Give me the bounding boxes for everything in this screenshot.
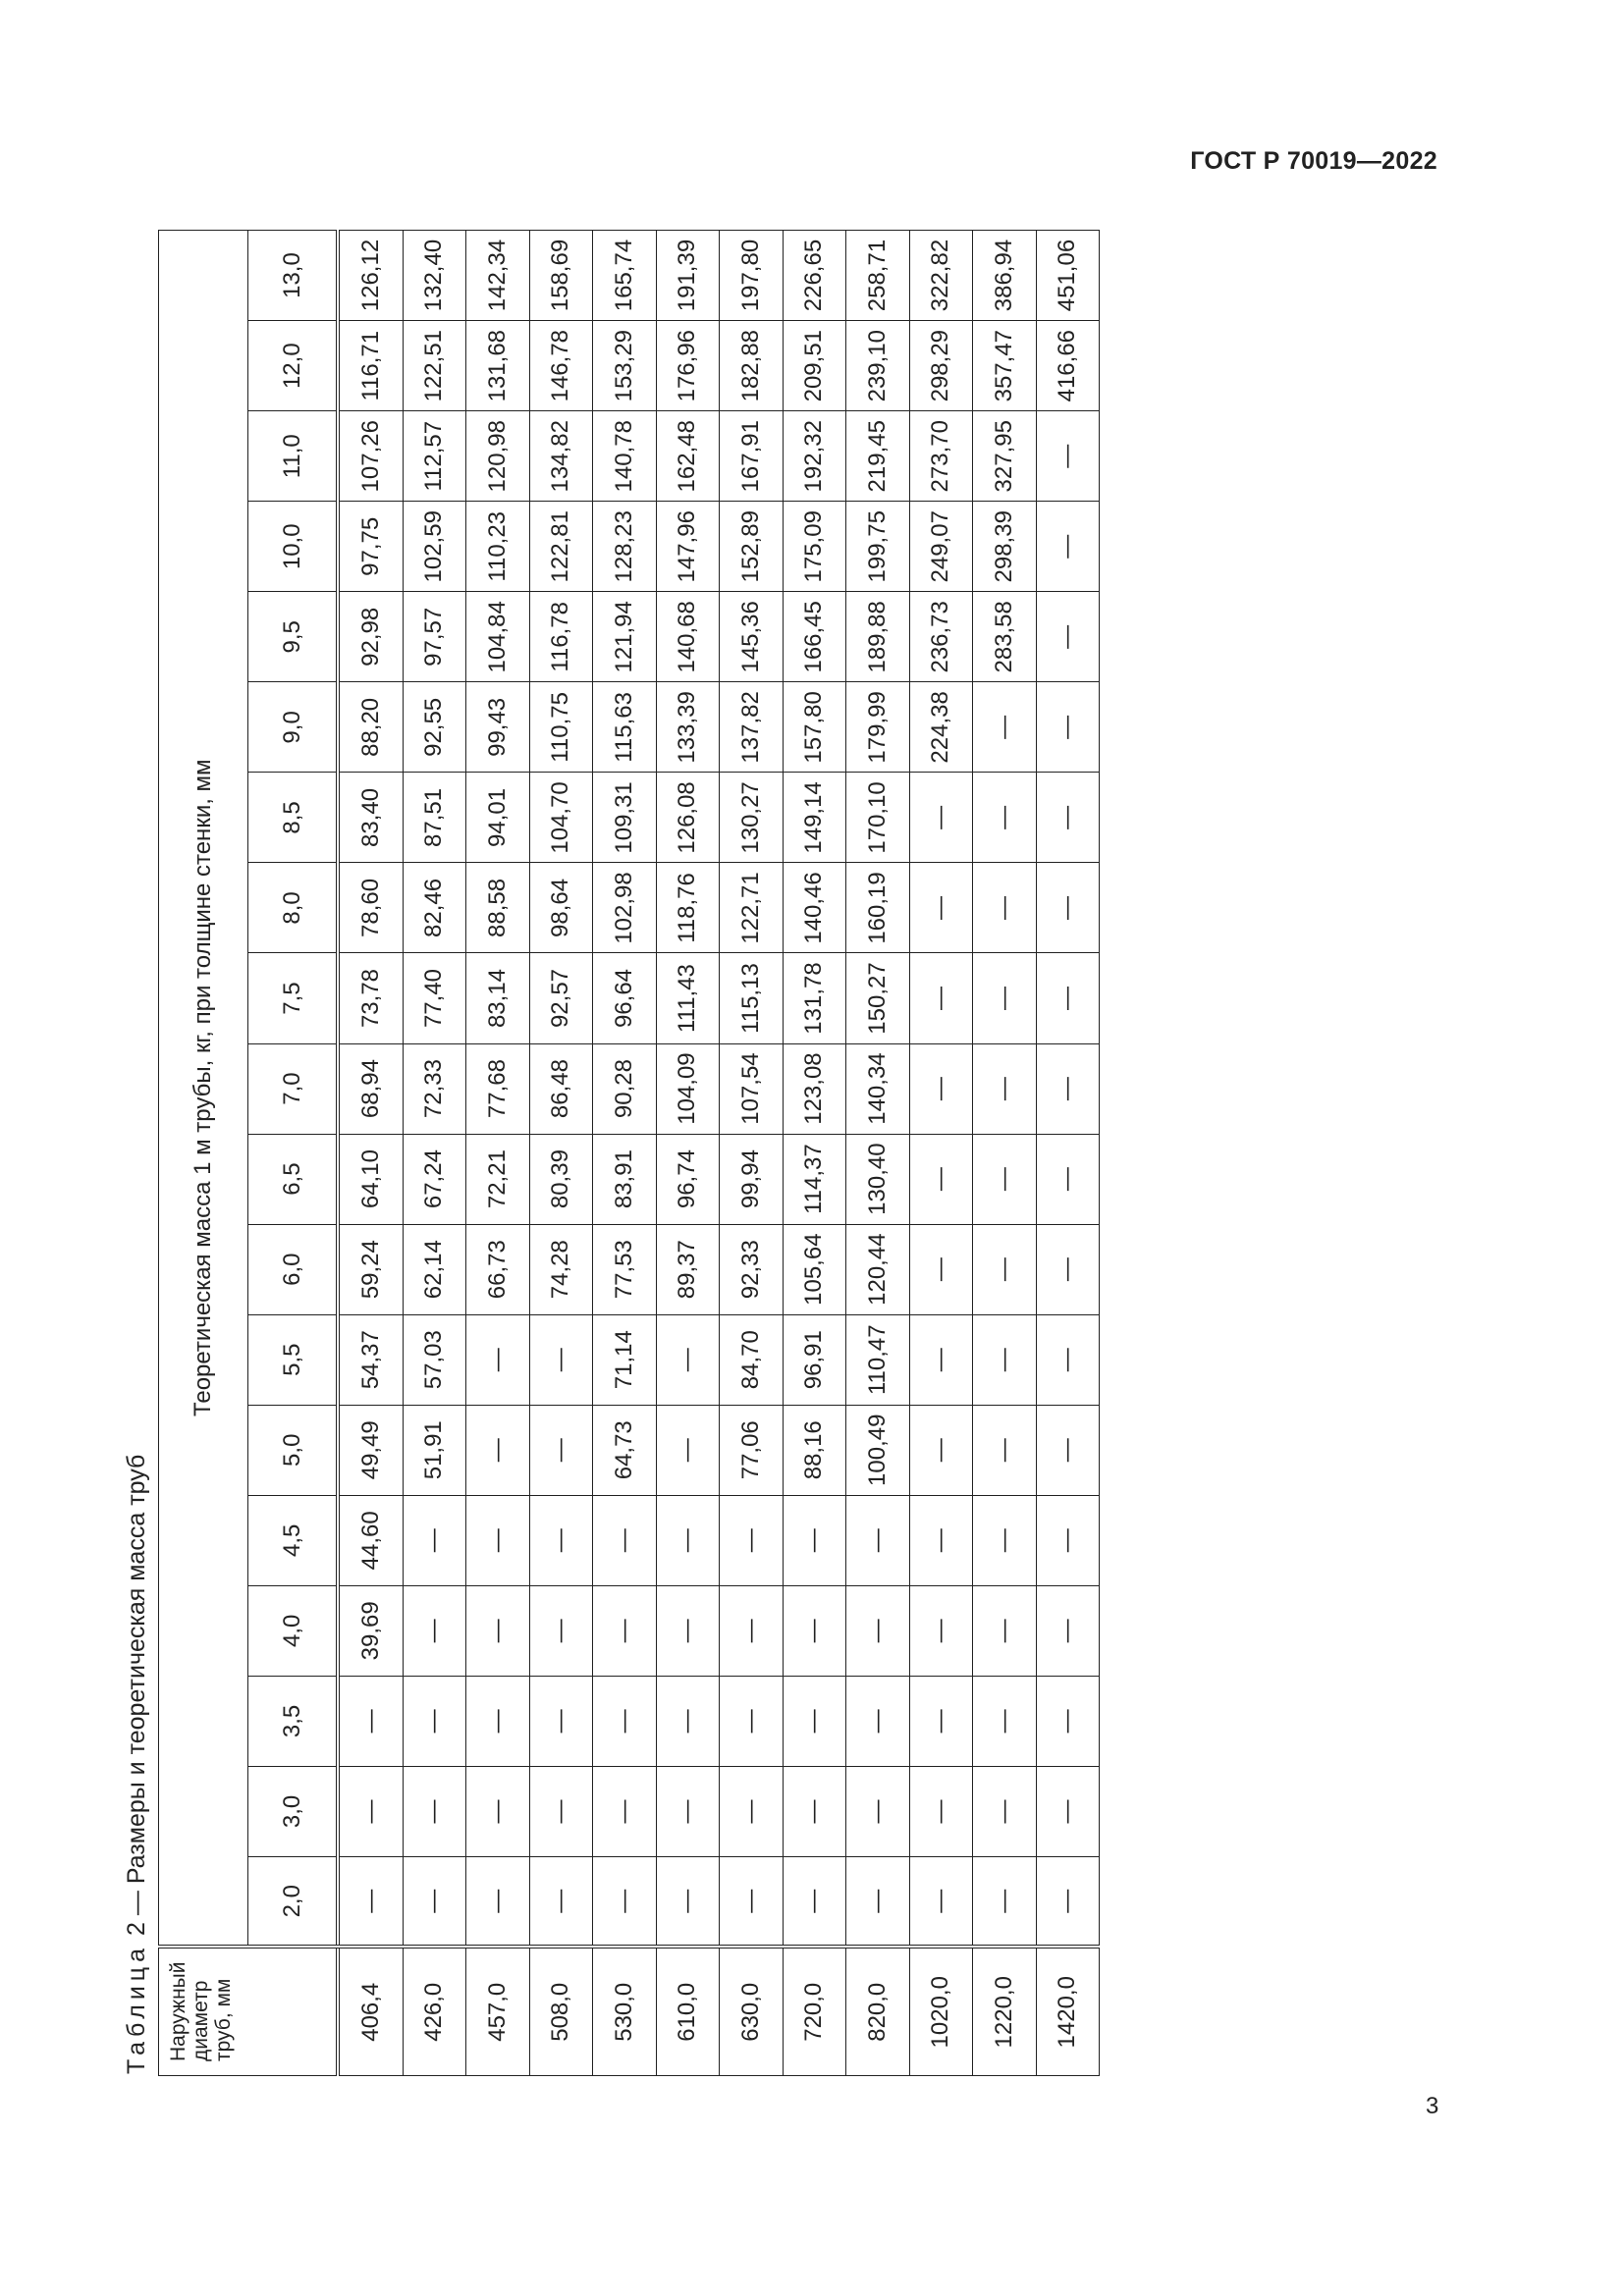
document-id-header: ГОСТ Р 70019—2022	[1190, 147, 1437, 175]
mass-cell: —	[593, 1585, 657, 1676]
pipe-mass-table	[158, 230, 1100, 2076]
mass-cell: —	[1036, 1314, 1100, 1405]
mass-cell: 152,89	[720, 502, 784, 592]
mass-cell: —	[846, 1585, 910, 1676]
mass-cell: 179,99	[846, 682, 910, 773]
mass-cell: 87,51	[403, 773, 466, 863]
mass-cell: 99,94	[720, 1134, 784, 1224]
mass-cell: —	[720, 1856, 784, 1947]
table-caption-prefix: Таблица	[123, 1943, 150, 2074]
mass-cell: 137,82	[720, 682, 784, 773]
mass-cell: —	[909, 1766, 973, 1856]
mass-cell: —	[466, 1314, 530, 1405]
mass-cell: 88,16	[783, 1405, 846, 1495]
mass-cell: 140,78	[593, 411, 657, 502]
mass-cell: —	[656, 1495, 720, 1585]
mass-cell: —	[973, 1224, 1037, 1314]
table-row	[656, 230, 720, 2075]
thickness-header: 8,0	[248, 863, 339, 953]
thickness-header: 12,0	[248, 321, 339, 411]
mass-cell: —	[909, 1676, 973, 1766]
mass-cell: —	[909, 863, 973, 953]
mass-cell: 120,98	[466, 411, 530, 502]
mass-cell: 157,80	[783, 682, 846, 773]
mass-cell: —	[909, 953, 973, 1043]
mass-cell: 122,81	[529, 502, 593, 592]
mass-cell: 110,23	[466, 502, 530, 592]
mass-cell: 105,64	[783, 1224, 846, 1314]
mass-cell: —	[973, 1314, 1037, 1405]
mass-cell: —	[466, 1405, 530, 1495]
thickness-header: 6,5	[248, 1134, 339, 1224]
mass-cell: —	[783, 1676, 846, 1766]
mass-cell: —	[1036, 1856, 1100, 1947]
mass-cell: —	[1036, 1043, 1100, 1134]
mass-cell: —	[403, 1856, 466, 1947]
mass-cell: 451,06	[1036, 230, 1100, 320]
diameter-cell: 820,0	[846, 1948, 910, 2076]
mass-cell: —	[1036, 1224, 1100, 1314]
table-row	[1036, 230, 1100, 2075]
mass-cell: —	[720, 1495, 784, 1585]
mass-cell: —	[909, 1224, 973, 1314]
mass-cell: —	[593, 1766, 657, 1856]
mass-cell: —	[846, 1495, 910, 1585]
mass-cell: 357,47	[973, 321, 1037, 411]
mass-cell: —	[783, 1766, 846, 1856]
mass-cell: —	[846, 1856, 910, 1947]
diameter-cell: 457,0	[466, 1948, 530, 2076]
mass-cell: —	[1036, 1495, 1100, 1585]
mass-cell: —	[1036, 773, 1100, 863]
table-row	[846, 230, 910, 2075]
mass-cell: 92,55	[403, 682, 466, 773]
thickness-header-row	[248, 230, 339, 2075]
table-row	[909, 230, 973, 2075]
mass-cell: —	[466, 1676, 530, 1766]
mass-cell: 111,43	[656, 953, 720, 1043]
mass-cell: —	[1036, 682, 1100, 773]
mass-cell: —	[529, 1405, 593, 1495]
mass-cell: 83,14	[466, 953, 530, 1043]
mass-cell: 39,69	[338, 1585, 403, 1676]
mass-cell: 133,39	[656, 682, 720, 773]
mass-cell: 298,29	[909, 321, 973, 411]
mass-cell: —	[973, 863, 1037, 953]
mass-cell: —	[783, 1856, 846, 1947]
mass-cell: 189,88	[846, 592, 910, 682]
table-row	[783, 230, 846, 2075]
mass-cell: 98,64	[529, 863, 593, 953]
mass-cell: 123,08	[783, 1043, 846, 1134]
mass-cell: 102,59	[403, 502, 466, 592]
mass-cell: 86,48	[529, 1043, 593, 1134]
mass-cell: 122,51	[403, 321, 466, 411]
table-caption	[117, 231, 158, 2076]
mass-cell: 130,40	[846, 1134, 910, 1224]
mass-cell: 236,73	[909, 592, 973, 682]
mass-cell: 160,19	[846, 863, 910, 953]
diameter-cell: 610,0	[656, 1948, 720, 2076]
mass-cell: —	[1036, 1676, 1100, 1766]
mass-cell: 62,14	[403, 1224, 466, 1314]
mass-cell: 82,46	[403, 863, 466, 953]
mass-cell: 121,94	[593, 592, 657, 682]
mass-cell: 298,39	[973, 502, 1037, 592]
thickness-header: 6,0	[248, 1224, 339, 1314]
mass-cell: 386,94	[973, 230, 1037, 320]
mass-cell: —	[973, 1134, 1037, 1224]
mass-cell: —	[593, 1856, 657, 1947]
mass-cell: —	[529, 1495, 593, 1585]
diameter-cell: 720,0	[783, 1948, 846, 2076]
table-body	[338, 230, 1100, 2075]
mass-cell: —	[973, 682, 1037, 773]
mass-cell: —	[403, 1585, 466, 1676]
table-row	[593, 230, 657, 2075]
mass-cell: 130,27	[720, 773, 784, 863]
mass-cell: 191,39	[656, 230, 720, 320]
mass-cell: —	[909, 1856, 973, 1947]
mass-cell: 51,91	[403, 1405, 466, 1495]
diameter-cell: 1220,0	[973, 1948, 1037, 2076]
mass-cell: 110,75	[529, 682, 593, 773]
mass-cell: —	[909, 1314, 973, 1405]
mass-cell: —	[656, 1676, 720, 1766]
mass-cell: 327,95	[973, 411, 1037, 502]
mass-cell: 97,57	[403, 592, 466, 682]
mass-cell: 219,45	[846, 411, 910, 502]
mass-cell: 224,38	[909, 682, 973, 773]
mass-cell: 416,66	[1036, 321, 1100, 411]
mass-cell: 109,31	[593, 773, 657, 863]
mass-cell: —	[403, 1676, 466, 1766]
mass-cell: —	[909, 1495, 973, 1585]
mass-cell: 94,01	[466, 773, 530, 863]
mass-cell: 149,14	[783, 773, 846, 863]
mass-cell: —	[1036, 953, 1100, 1043]
mass-cell: 322,82	[909, 230, 973, 320]
mass-cell: 92,33	[720, 1224, 784, 1314]
table-row	[973, 230, 1037, 2075]
mass-cell: 92,98	[338, 592, 403, 682]
mass-cell: 80,39	[529, 1134, 593, 1224]
mass-cell: —	[973, 1043, 1037, 1134]
mass-cell: —	[1036, 1134, 1100, 1224]
mass-cell: —	[973, 1856, 1037, 1947]
mass-cell: 258,71	[846, 230, 910, 320]
mass-cell: 150,27	[846, 953, 910, 1043]
mass-cell: —	[909, 1134, 973, 1224]
mass-cell: —	[720, 1585, 784, 1676]
diameter-cell: 508,0	[529, 1948, 593, 2076]
mass-cell: —	[338, 1856, 403, 1947]
diameter-column-header: Наружный диаметр труб, мм	[159, 1948, 339, 2076]
mass-cell: 126,08	[656, 773, 720, 863]
mass-cell: —	[529, 1585, 593, 1676]
mass-cell: —	[720, 1766, 784, 1856]
mass-cell: —	[1036, 592, 1100, 682]
mass-cell: 57,03	[403, 1314, 466, 1405]
mass-cell: 273,70	[909, 411, 973, 502]
mass-cell: —	[1036, 1405, 1100, 1495]
mass-cell: 128,23	[593, 502, 657, 592]
thickness-header: 3,5	[248, 1676, 339, 1766]
mass-cell: 158,69	[529, 230, 593, 320]
thickness-header: 4,5	[248, 1495, 339, 1585]
mass-cell: 77,06	[720, 1405, 784, 1495]
mass-cell: —	[1036, 502, 1100, 592]
mass-cell: 115,63	[593, 682, 657, 773]
mass-cell: 118,76	[656, 863, 720, 953]
mass-cell: 100,49	[846, 1405, 910, 1495]
mass-cell: 110,47	[846, 1314, 910, 1405]
mass-cell: 44,60	[338, 1495, 403, 1585]
diameter-cell: 1420,0	[1036, 1948, 1100, 2076]
table-row	[338, 230, 403, 2075]
rotated-table-block	[117, 231, 1123, 2076]
mass-cell: —	[529, 1856, 593, 1947]
mass-cell: 54,37	[338, 1314, 403, 1405]
mass-cell: —	[973, 1766, 1037, 1856]
mass-cell: —	[973, 1585, 1037, 1676]
mass-cell: 59,24	[338, 1224, 403, 1314]
mass-cell: 192,32	[783, 411, 846, 502]
mass-cell: 166,45	[783, 592, 846, 682]
mass-cell: —	[403, 1495, 466, 1585]
mass-cell: 67,24	[403, 1134, 466, 1224]
mass-cell: —	[909, 1405, 973, 1495]
mass-cell: —	[466, 1585, 530, 1676]
mass-cell: —	[529, 1676, 593, 1766]
mass-cell: 107,26	[338, 411, 403, 502]
mass-cell: —	[973, 1405, 1037, 1495]
mass-cell: —	[529, 1766, 593, 1856]
mass-cell: 64,73	[593, 1405, 657, 1495]
mass-cell: —	[466, 1495, 530, 1585]
mass-cell: 140,46	[783, 863, 846, 953]
mass-cell: —	[338, 1766, 403, 1856]
mass-cell: 114,37	[783, 1134, 846, 1224]
mass-cell: 134,82	[529, 411, 593, 502]
mass-cell: —	[909, 1043, 973, 1134]
table-row	[529, 230, 593, 2075]
mass-cell: 71,14	[593, 1314, 657, 1405]
mass-cell: 170,10	[846, 773, 910, 863]
mass-cell: —	[1036, 411, 1100, 502]
mass-cell: 64,10	[338, 1134, 403, 1224]
mass-cell: —	[1036, 1766, 1100, 1856]
mass-cell: 145,36	[720, 592, 784, 682]
thickness-header: 5,5	[248, 1314, 339, 1405]
mass-cell: —	[973, 953, 1037, 1043]
mass-cell: 142,34	[466, 230, 530, 320]
mass-cell: 147,96	[656, 502, 720, 592]
mass-cell: 132,40	[403, 230, 466, 320]
mass-cell: 83,91	[593, 1134, 657, 1224]
mass-cell: 77,68	[466, 1043, 530, 1134]
mass-cell: 107,54	[720, 1043, 784, 1134]
mass-cell: 115,13	[720, 953, 784, 1043]
mass-cell: 89,37	[656, 1224, 720, 1314]
mass-cell: 104,84	[466, 592, 530, 682]
mass-cell: 92,57	[529, 953, 593, 1043]
thickness-header: 11,0	[248, 411, 339, 502]
mass-cell: —	[1036, 863, 1100, 953]
diameter-cell: 1020,0	[909, 1948, 973, 2076]
mass-cell: —	[973, 1495, 1037, 1585]
mass-cell: 165,74	[593, 230, 657, 320]
mass-cell: —	[656, 1766, 720, 1856]
mass-cell: 249,07	[909, 502, 973, 592]
mass-cell: 74,28	[529, 1224, 593, 1314]
mass-cell: 73,78	[338, 953, 403, 1043]
mass-cell: —	[656, 1585, 720, 1676]
mass-cell: 88,20	[338, 682, 403, 773]
thickness-header: 10,0	[248, 502, 339, 592]
mass-cell: 49,49	[338, 1405, 403, 1495]
mass-cell: 112,57	[403, 411, 466, 502]
mass-cell: —	[403, 1766, 466, 1856]
thickness-header: 7,0	[248, 1043, 339, 1134]
mass-cell: 68,94	[338, 1043, 403, 1134]
mass-cell: 104,70	[529, 773, 593, 863]
mass-cell: —	[656, 1405, 720, 1495]
mass-cell: —	[338, 1676, 403, 1766]
mass-cell: —	[973, 1676, 1037, 1766]
thickness-header: 9,5	[248, 592, 339, 682]
mass-cell: 126,12	[338, 230, 403, 320]
mass-cell: 77,40	[403, 953, 466, 1043]
mass-cell: —	[783, 1495, 846, 1585]
thickness-header: 2,0	[248, 1856, 339, 1947]
mass-cell: —	[656, 1314, 720, 1405]
mass-cell: 131,68	[466, 321, 530, 411]
mass-cell: 77,53	[593, 1224, 657, 1314]
mass-cell: —	[656, 1856, 720, 1947]
mass-cell: 120,44	[846, 1224, 910, 1314]
mass-cell: 175,09	[783, 502, 846, 592]
mass-cell: 66,73	[466, 1224, 530, 1314]
mass-cell: 153,29	[593, 321, 657, 411]
mass-cell: 97,75	[338, 502, 403, 592]
mass-cell: 209,51	[783, 321, 846, 411]
mass-cell: 162,48	[656, 411, 720, 502]
mass-cell: 96,64	[593, 953, 657, 1043]
diameter-cell: 630,0	[720, 1948, 784, 2076]
thickness-header: 4,0	[248, 1585, 339, 1676]
mass-cell: —	[783, 1585, 846, 1676]
mass-cell: 78,60	[338, 863, 403, 953]
mass-cell: 104,09	[656, 1043, 720, 1134]
mass-cell: —	[909, 1585, 973, 1676]
page-number: 3	[1426, 2093, 1439, 2119]
table-row	[466, 230, 530, 2075]
mass-cell: 140,68	[656, 592, 720, 682]
thickness-header: 3,0	[248, 1766, 339, 1856]
mass-cell: 72,21	[466, 1134, 530, 1224]
mass-cell: 88,58	[466, 863, 530, 953]
mass-cell: —	[593, 1676, 657, 1766]
mass-cell: 99,43	[466, 682, 530, 773]
mass-cell: 131,78	[783, 953, 846, 1043]
table-row	[720, 230, 784, 2075]
mass-cell: 140,34	[846, 1043, 910, 1134]
diameter-cell: 530,0	[593, 1948, 657, 2076]
mass-cell: —	[466, 1766, 530, 1856]
mass-cell: 226,65	[783, 230, 846, 320]
mass-cell: 83,40	[338, 773, 403, 863]
mass-cell: —	[909, 773, 973, 863]
mass-cell: 102,98	[593, 863, 657, 953]
table-row	[403, 230, 466, 2075]
mass-cell: 146,78	[529, 321, 593, 411]
mass-cell: 116,71	[338, 321, 403, 411]
mass-cell: 182,88	[720, 321, 784, 411]
mass-cell: 90,28	[593, 1043, 657, 1134]
mass-cell: —	[973, 773, 1037, 863]
mass-cell: —	[1036, 1585, 1100, 1676]
mass-cell: 199,75	[846, 502, 910, 592]
mass-cell: —	[846, 1766, 910, 1856]
thickness-header: 9,0	[248, 682, 339, 773]
table-caption-text: 2 — Размеры и теоретическая масса труб	[123, 1454, 150, 1936]
mass-cell: 197,80	[720, 230, 784, 320]
mass-cell: 176,96	[656, 321, 720, 411]
mass-cell: 96,74	[656, 1134, 720, 1224]
thickness-header: 7,5	[248, 953, 339, 1043]
mass-group-header: Теоретическая масса 1 м трубы, кг, при толщине стенки, мм	[159, 230, 248, 1947]
thickness-header: 5,0	[248, 1405, 339, 1495]
diameter-cell: 426,0	[403, 1948, 466, 2076]
thickness-header: 13,0	[248, 230, 339, 320]
table-head	[159, 230, 339, 2075]
mass-cell: —	[846, 1676, 910, 1766]
thickness-header: 8,5	[248, 773, 339, 863]
mass-cell: 96,91	[783, 1314, 846, 1405]
mass-cell: —	[720, 1676, 784, 1766]
mass-cell: —	[593, 1495, 657, 1585]
mass-cell: —	[466, 1856, 530, 1947]
mass-cell: 72,33	[403, 1043, 466, 1134]
mass-cell: 283,58	[973, 592, 1037, 682]
diameter-cell: 406,4	[338, 1948, 403, 2076]
mass-cell: 239,10	[846, 321, 910, 411]
mass-cell: 167,91	[720, 411, 784, 502]
mass-cell: —	[529, 1314, 593, 1405]
mass-cell: 116,78	[529, 592, 593, 682]
mass-cell: 84,70	[720, 1314, 784, 1405]
mass-cell: 122,71	[720, 863, 784, 953]
